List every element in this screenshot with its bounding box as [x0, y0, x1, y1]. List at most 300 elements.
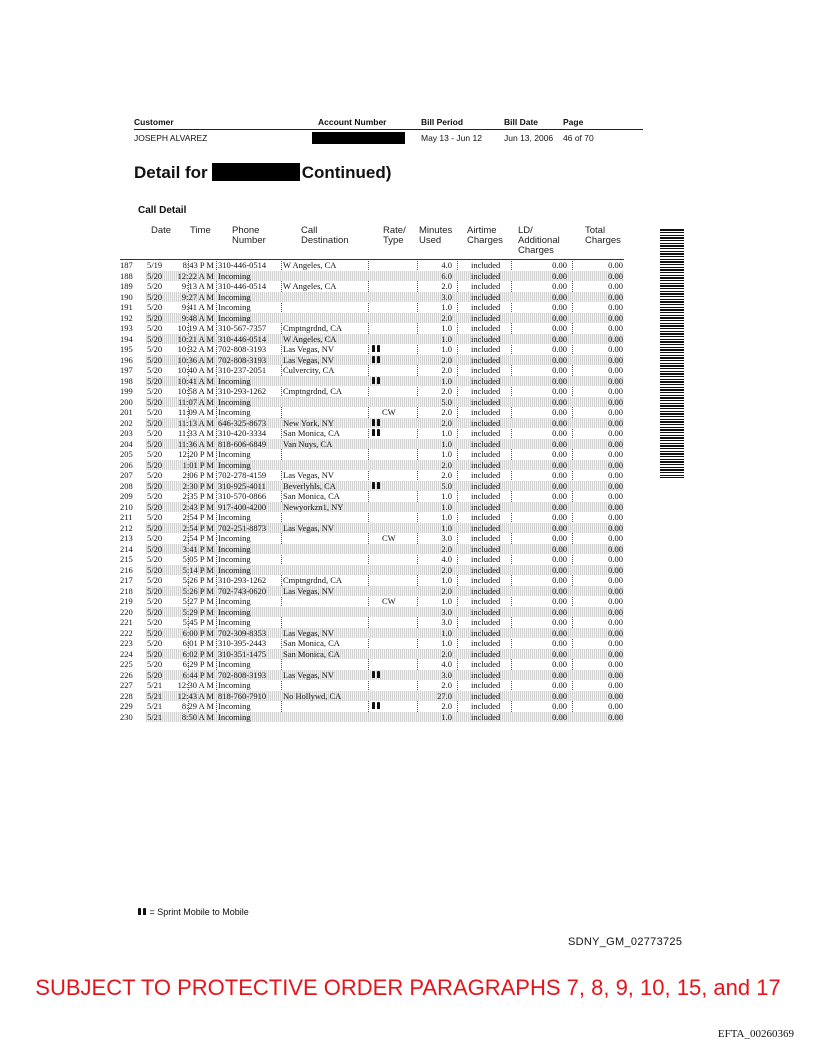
- ld-charges: 0.00: [552, 312, 567, 323]
- minutes-used: 2.0: [441, 470, 452, 480]
- call-destination: No Hollywd, CA: [283, 690, 342, 701]
- ld-charges: 0.00: [552, 354, 567, 365]
- phone-number: 310-446-0514: [218, 281, 267, 291]
- airtime-charges: included: [471, 596, 501, 606]
- mobile-to-mobile-icon: [138, 908, 147, 915]
- call-time: 6:01 P M: [182, 638, 214, 648]
- airtime-charges: included: [471, 480, 501, 491]
- airtime-charges: included: [471, 522, 501, 533]
- minutes-used: 2.0: [441, 459, 452, 470]
- call-date: 5/20: [147, 659, 163, 669]
- airtime-charges: included: [471, 501, 501, 512]
- phone-number: 818-760-7910: [218, 690, 267, 701]
- airtime-charges: included: [471, 564, 501, 575]
- ld-charges: 0.00: [552, 533, 567, 543]
- table-row: [120, 649, 624, 660]
- phone-number: Incoming: [218, 396, 251, 407]
- table-row: [120, 355, 624, 366]
- call-destination: San Monica, CA: [283, 428, 340, 438]
- call-time: 11:07 A M: [177, 396, 214, 407]
- total-charges: 0.00: [608, 617, 623, 627]
- airtime-charges: included: [471, 386, 501, 396]
- call-time: 1:01 P M: [182, 459, 214, 470]
- table-row: [120, 418, 624, 429]
- call-date: 5/20: [147, 386, 163, 396]
- phone-number: 310-567-7357: [218, 323, 267, 333]
- row-number: 203: [120, 428, 133, 438]
- airtime-charges: included: [471, 333, 501, 344]
- airtime-charges: included: [471, 690, 501, 701]
- call-date: 5/20: [147, 407, 163, 417]
- table-row: [120, 428, 624, 439]
- table-row: [120, 302, 624, 313]
- call-time: 10:41 A M: [177, 375, 214, 386]
- total-charges: 0.00: [608, 428, 623, 438]
- minutes-used: 1.0: [441, 449, 452, 459]
- call-time: 3:41 P M: [182, 543, 214, 554]
- call-time: 6:02 P M: [182, 648, 214, 659]
- call-date: 5/20: [147, 438, 163, 449]
- total-charges: 0.00: [608, 470, 623, 480]
- call-destination: Las Vegas, NV: [283, 354, 335, 365]
- minutes-used: 1.0: [441, 438, 452, 449]
- phone-number: 310-446-0514: [218, 260, 267, 270]
- minutes-used: 6.0: [441, 270, 452, 281]
- table-row: [120, 670, 624, 681]
- row-number: 200: [120, 396, 133, 407]
- minutes-used: 4.0: [441, 554, 452, 564]
- airtime-charges: included: [471, 606, 501, 617]
- call-destination: Las Vegas, NV: [283, 585, 335, 596]
- minutes-used: 1.0: [441, 711, 452, 722]
- call-date: 5/20: [147, 638, 163, 648]
- call-date: 5/20: [147, 606, 163, 617]
- call-date: 5/21: [147, 701, 163, 711]
- ld-charges: 0.00: [552, 501, 567, 512]
- bill-period-value: May 13 - Jun 12: [421, 133, 482, 143]
- phone-number: Incoming: [218, 606, 251, 617]
- call-detail-heading: Call Detail: [138, 205, 187, 216]
- minutes-used: 4.0: [441, 659, 452, 669]
- call-time: 11:36 A M: [177, 438, 214, 449]
- call-date: 5/20: [147, 501, 163, 512]
- col-ld-charges: LD/ Additional Charges: [518, 225, 560, 256]
- call-destination: San Monica, CA: [283, 638, 340, 648]
- call-time: 10:19 A M: [177, 323, 214, 333]
- phone-number: 310-420-3334: [218, 428, 267, 438]
- airtime-charges: included: [471, 554, 501, 564]
- minutes-used: 5.0: [441, 396, 452, 407]
- rate-type: [372, 481, 381, 492]
- phone-number: Incoming: [218, 375, 251, 386]
- table-row: [120, 502, 624, 513]
- col-minutes-used: Minutes Used: [419, 225, 453, 246]
- row-number: 195: [120, 344, 133, 354]
- phone-number: Incoming: [218, 270, 251, 281]
- row-number: 189: [120, 281, 133, 291]
- row-number: 188: [120, 270, 133, 281]
- bill-period-label: Bill Period: [421, 117, 464, 127]
- total-charges: 0.00: [608, 375, 623, 386]
- call-destination: Newyorkzn1, NY: [283, 501, 344, 512]
- line-number-redaction: [212, 163, 300, 181]
- rate-type: [372, 355, 381, 366]
- barcode: [660, 229, 684, 478]
- ld-charges: 0.00: [552, 480, 567, 491]
- total-charges: 0.00: [608, 354, 623, 365]
- call-time: 11:13 A M: [177, 417, 214, 428]
- minutes-used: 2.0: [441, 417, 452, 428]
- mobile-to-mobile-icon: [372, 419, 381, 426]
- minutes-used: 1.0: [441, 522, 452, 533]
- table-row: [120, 439, 624, 450]
- mobile-to-mobile-icon: [372, 429, 381, 436]
- table-row: [120, 407, 624, 418]
- call-date: 5/20: [147, 491, 163, 501]
- airtime-charges: included: [471, 417, 501, 428]
- phone-number: Incoming: [218, 449, 251, 459]
- total-charges: 0.00: [608, 323, 623, 333]
- rate-type: [372, 701, 381, 712]
- call-date: 5/20: [147, 333, 163, 344]
- airtime-charges: included: [471, 627, 501, 638]
- call-time: 10:40 A M: [177, 365, 214, 375]
- table-row: [120, 449, 624, 460]
- call-date: 5/20: [147, 470, 163, 480]
- total-charges: 0.00: [608, 638, 623, 648]
- table-row: [120, 596, 624, 607]
- call-destination: New York, NY: [283, 417, 335, 428]
- call-date: 5/20: [147, 291, 163, 302]
- call-time: 6:44 P M: [182, 669, 214, 680]
- rate-type: CW: [382, 407, 396, 417]
- total-charges: 0.00: [608, 407, 623, 417]
- phone-number: Incoming: [218, 543, 251, 554]
- ld-charges: 0.00: [552, 680, 567, 690]
- bill-date-value: Jun 13, 2006: [504, 133, 554, 143]
- total-charges: 0.00: [608, 533, 623, 543]
- total-charges: 0.00: [608, 344, 623, 354]
- ld-charges: 0.00: [552, 491, 567, 501]
- table-row: [120, 292, 624, 303]
- call-detail-table: [120, 259, 624, 722]
- row-number: 210: [120, 501, 133, 512]
- minutes-used: 4.0: [441, 260, 452, 270]
- table-row: [120, 460, 624, 471]
- table-row: [120, 334, 624, 345]
- airtime-charges: included: [471, 302, 501, 312]
- row-number: 202: [120, 417, 133, 428]
- total-charges: 0.00: [608, 648, 623, 659]
- total-charges: 0.00: [608, 312, 623, 323]
- ld-charges: 0.00: [552, 711, 567, 722]
- phone-number: Incoming: [218, 554, 251, 564]
- page-label: Page: [563, 117, 584, 127]
- call-date: 5/20: [147, 449, 163, 459]
- col-phone-number: Phone Number: [232, 225, 266, 246]
- call-date: 5/20: [147, 344, 163, 354]
- row-number: 227: [120, 680, 133, 690]
- minutes-used: 1.0: [441, 344, 452, 354]
- airtime-charges: included: [471, 375, 501, 386]
- call-destination: Las Vegas, NV: [283, 470, 335, 480]
- call-date: 5/20: [147, 323, 163, 333]
- total-charges: 0.00: [608, 585, 623, 596]
- row-number: 208: [120, 480, 133, 491]
- ld-charges: 0.00: [552, 638, 567, 648]
- ld-charges: 0.00: [552, 543, 567, 554]
- call-destination: Culvercity, CA: [283, 365, 335, 375]
- table-row: [120, 397, 624, 408]
- ld-charges: 0.00: [552, 575, 567, 585]
- minutes-used: 1.0: [441, 302, 452, 312]
- airtime-charges: included: [471, 617, 501, 627]
- minutes-used: 1.0: [441, 323, 452, 333]
- airtime-charges: included: [471, 438, 501, 449]
- table-row: [120, 259, 624, 271]
- minutes-used: 3.0: [441, 617, 452, 627]
- col-airtime-charges: Airtime Charges: [467, 225, 503, 246]
- call-time: 9:13 A M: [181, 281, 214, 291]
- phone-number: 310-446-0514: [218, 333, 267, 344]
- table-row: [120, 712, 624, 723]
- call-time: 11:33 A M: [177, 428, 214, 438]
- call-time: 9:48 A M: [181, 312, 214, 323]
- call-date: 5/20: [147, 627, 163, 638]
- ld-charges: 0.00: [552, 428, 567, 438]
- phone-number: 702-309-8353: [218, 627, 267, 638]
- phone-number: Incoming: [218, 407, 251, 417]
- minutes-used: 1.0: [441, 638, 452, 648]
- call-time: 12:20 P M: [178, 449, 214, 459]
- ld-charges: 0.00: [552, 333, 567, 344]
- airtime-charges: included: [471, 470, 501, 480]
- call-time: 9:27 A M: [181, 291, 214, 302]
- call-date: 5/21: [147, 711, 163, 722]
- row-number: 187: [120, 260, 133, 270]
- page-value: 46 of 70: [563, 133, 594, 143]
- call-time: 6:00 P M: [182, 627, 214, 638]
- ld-charges: 0.00: [552, 512, 567, 522]
- ld-charges: 0.00: [552, 669, 567, 680]
- table-row: [120, 481, 624, 492]
- minutes-used: 1.0: [441, 596, 452, 606]
- row-number: 220: [120, 606, 133, 617]
- call-time: 12:43 A M: [177, 690, 214, 701]
- table-row: [120, 691, 624, 702]
- total-charges: 0.00: [608, 302, 623, 312]
- total-charges: 0.00: [608, 606, 623, 617]
- call-destination: W Angeles, CA: [283, 260, 337, 270]
- total-charges: 0.00: [608, 575, 623, 585]
- table-row: [120, 281, 624, 292]
- minutes-used: 2.0: [441, 354, 452, 365]
- account-number-label: Account Number: [318, 117, 387, 127]
- call-date: 5/20: [147, 302, 163, 312]
- ld-charges: 0.00: [552, 470, 567, 480]
- row-number: 197: [120, 365, 133, 375]
- ld-charges: 0.00: [552, 522, 567, 533]
- call-date: 5/20: [147, 575, 163, 585]
- call-time: 10:21 A M: [177, 333, 214, 344]
- total-charges: 0.00: [608, 386, 623, 396]
- row-number: 229: [120, 701, 133, 711]
- call-destination: Cmptngrdnd, CA: [283, 575, 343, 585]
- call-time: 2:06 P M: [182, 470, 214, 480]
- ld-charges: 0.00: [552, 554, 567, 564]
- minutes-used: 1.0: [441, 333, 452, 344]
- minutes-used: 2.0: [441, 543, 452, 554]
- account-number-redaction: [312, 132, 405, 144]
- phone-number: 818-606-6849: [218, 438, 267, 449]
- call-date: 5/20: [147, 281, 163, 291]
- phone-number: 310-570-0866: [218, 491, 267, 501]
- efta-number: EFTA_00260369: [717, 1028, 794, 1040]
- table-row: [120, 544, 624, 555]
- ld-charges: 0.00: [552, 690, 567, 701]
- minutes-used: 2.0: [441, 281, 452, 291]
- rate-type: [372, 418, 381, 429]
- call-destination: W Angeles, CA: [283, 281, 337, 291]
- total-charges: 0.00: [608, 711, 623, 722]
- call-time: 5:26 P M: [182, 575, 214, 585]
- ld-charges: 0.00: [552, 701, 567, 711]
- ld-charges: 0.00: [552, 585, 567, 596]
- table-row: [120, 680, 624, 691]
- table-row: [120, 313, 624, 324]
- total-charges: 0.00: [608, 438, 623, 449]
- total-charges: 0.00: [608, 564, 623, 575]
- ld-charges: 0.00: [552, 659, 567, 669]
- call-time: 10:32 A M: [177, 344, 214, 354]
- phone-number: 917-400-4200: [218, 501, 267, 512]
- rate-type: [372, 670, 381, 681]
- minutes-used: 1.0: [441, 501, 452, 512]
- call-destination: Las Vegas, NV: [283, 669, 335, 680]
- phone-number: Incoming: [218, 291, 251, 302]
- minutes-used: 2.0: [441, 407, 452, 417]
- row-number: 206: [120, 459, 133, 470]
- table-row: [120, 344, 624, 355]
- call-date: 5/20: [147, 312, 163, 323]
- phone-number: Incoming: [218, 659, 251, 669]
- col-total-charges: Total Charges: [585, 225, 621, 246]
- row-number: 214: [120, 543, 133, 554]
- call-time: 2:30 P M: [182, 480, 214, 491]
- row-number: 215: [120, 554, 133, 564]
- table-row: [120, 365, 624, 376]
- airtime-charges: included: [471, 585, 501, 596]
- call-date: 5/20: [147, 512, 163, 522]
- airtime-charges: included: [471, 701, 501, 711]
- call-destination: Cmptngrdnd, CA: [283, 323, 343, 333]
- table-row: [120, 491, 624, 502]
- minutes-used: 27.0: [437, 690, 452, 701]
- minutes-used: 3.0: [441, 606, 452, 617]
- phone-number: Incoming: [218, 312, 251, 323]
- row-number: 228: [120, 690, 133, 701]
- row-number: 207: [120, 470, 133, 480]
- total-charges: 0.00: [608, 701, 623, 711]
- table-row: [120, 386, 624, 397]
- total-charges: 0.00: [608, 480, 623, 491]
- row-number: 190: [120, 291, 133, 302]
- total-charges: 0.00: [608, 365, 623, 375]
- header-rule: [134, 129, 643, 130]
- col-call-destination: Call Destination: [301, 225, 349, 246]
- ld-charges: 0.00: [552, 596, 567, 606]
- call-date: 5/21: [147, 680, 163, 690]
- ld-charges: 0.00: [552, 459, 567, 470]
- minutes-used: 2.0: [441, 312, 452, 323]
- row-number: 205: [120, 449, 133, 459]
- row-number: 219: [120, 596, 133, 606]
- call-date: 5/20: [147, 617, 163, 627]
- total-charges: 0.00: [608, 543, 623, 554]
- phone-number: Incoming: [218, 596, 251, 606]
- table-row: [120, 638, 624, 649]
- call-time: 5:45 P M: [182, 617, 214, 627]
- call-date: 5/20: [147, 428, 163, 438]
- call-date: 5/20: [147, 533, 163, 543]
- total-charges: 0.00: [608, 690, 623, 701]
- call-time: 10:58 A M: [177, 386, 214, 396]
- row-number: 222: [120, 627, 133, 638]
- call-destination: Las Vegas, NV: [283, 522, 335, 533]
- airtime-charges: included: [471, 312, 501, 323]
- ld-charges: 0.00: [552, 627, 567, 638]
- mobile-to-mobile-icon: [372, 356, 381, 363]
- minutes-used: 3.0: [441, 669, 452, 680]
- phone-number: 702-808-3193: [218, 344, 267, 354]
- phone-number: Incoming: [218, 701, 251, 711]
- total-charges: 0.00: [608, 417, 623, 428]
- call-time: 12:30 A M: [177, 680, 214, 690]
- mobile-to-mobile-icon: [372, 671, 381, 678]
- call-time: 2:54 P M: [182, 522, 214, 533]
- total-charges: 0.00: [608, 680, 623, 690]
- ld-charges: 0.00: [552, 281, 567, 291]
- row-number: 199: [120, 386, 133, 396]
- airtime-charges: included: [471, 344, 501, 354]
- mobile-to-mobile-icon: [372, 702, 381, 709]
- mobile-to-mobile-icon: [372, 345, 381, 352]
- call-time: 8:29 A M: [181, 701, 214, 711]
- ld-charges: 0.00: [552, 606, 567, 617]
- phone-number: 310-925-4011: [218, 480, 266, 491]
- call-date: 5/20: [147, 480, 163, 491]
- airtime-charges: included: [471, 711, 501, 722]
- ld-charges: 0.00: [552, 302, 567, 312]
- call-date: 5/20: [147, 270, 163, 281]
- call-date: 5/20: [147, 417, 163, 428]
- table-row: [120, 701, 624, 712]
- call-destination: Las Vegas, NV: [283, 344, 335, 354]
- call-time: 10:36 A M: [177, 354, 214, 365]
- call-date: 5/20: [147, 596, 163, 606]
- phone-number: 310-351-1475: [218, 648, 267, 659]
- table-row: [120, 607, 624, 618]
- phone-number: 702-808-3193: [218, 669, 267, 680]
- table-row: [120, 523, 624, 534]
- table-row: [120, 323, 624, 334]
- col-date: Date: [151, 225, 172, 236]
- row-number: 209: [120, 491, 133, 501]
- total-charges: 0.00: [608, 270, 623, 281]
- airtime-charges: included: [471, 428, 501, 438]
- total-charges: 0.00: [608, 459, 623, 470]
- protective-order-notice: SUBJECT TO PROTECTIVE ORDER PARAGRAPHS 7, 8, 9, 10, 15, and 17: [35, 975, 781, 1000]
